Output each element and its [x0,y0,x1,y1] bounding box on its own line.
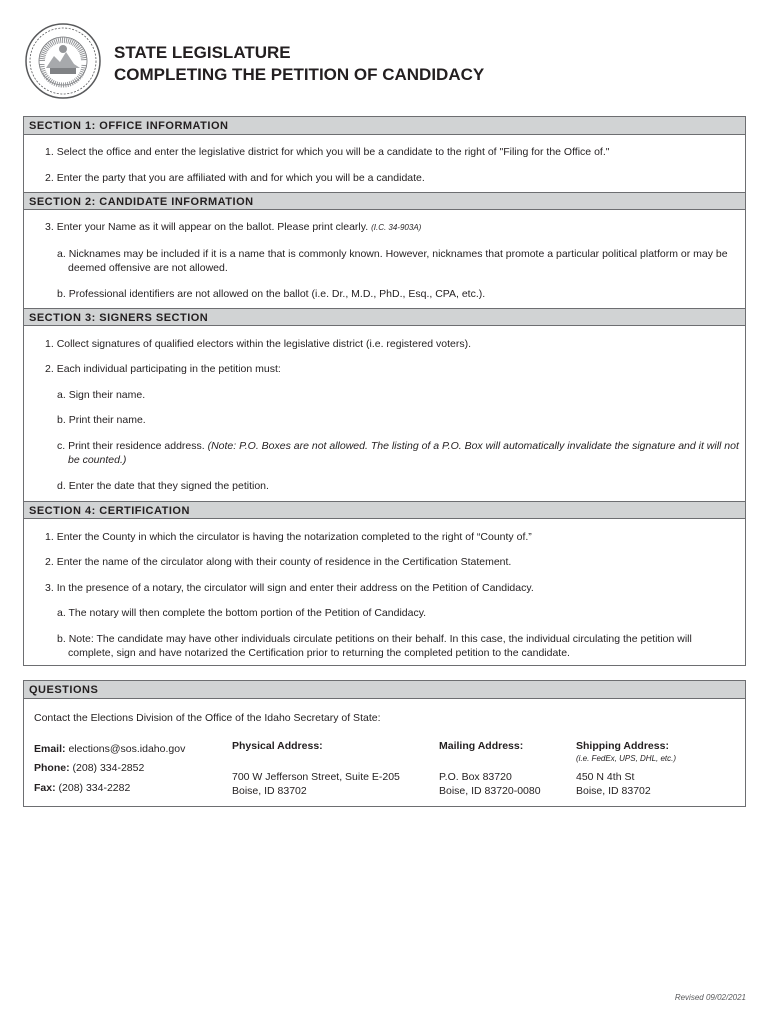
item-text: Professional identifiers are not allowed on the ballot (i.e. Dr., M.D., PhD., Esq., CPA, etc.). [68,288,486,300]
item-text: Print their residence address. [68,440,205,452]
item-text: Enter the name of the circulator along with their county of residence in the Certification Statement. [56,556,512,568]
section-2-item-3 [45,220,725,235]
section-1-header: SECTION 1: OFFICE INFORMATION [24,117,745,135]
revision-date: Revised 09/02/2021 [674,993,746,1002]
item-note: (Note: P.O. Boxes are not allowed. The listing of a P.O. Box will automatically invalidate the signature and it will not be counted.) [68,440,739,466]
phone-value: (208) 334-2852 [72,762,145,774]
item-text: Select the office and enter the legislative district for which you will be a candidate to the right of "Filing for the Office of." [56,146,610,158]
item-number: 2. [45,556,54,568]
item-number: d. [57,480,66,492]
item-text: Enter the date that they signed the petition. [68,480,269,492]
section-3-item-b [57,413,729,427]
fax-value: (208) 334-2282 [58,782,131,794]
item-number: 1. [45,338,54,350]
item-number: 1. [45,531,54,543]
item-text: Nicknames may be included if it is a name that is commonly known. However, nicknames that promote a particular political platform or may be deemed offensive are not allowed. [68,248,728,274]
shipping-address-line-1: 450 N 4th St [576,771,635,783]
physical-address-line-1: 700 W Jefferson Street, Suite E-205 [232,771,400,783]
section-4-item-2 [45,555,725,569]
fax-label: Fax: [34,782,56,794]
section-2-header: SECTION 2: CANDIDATE INFORMATION [24,192,745,210]
section-3-item-c [57,439,740,467]
questions-header: QUESTIONS [24,681,745,699]
section-2-item-b [57,287,729,301]
item-number: a. [57,607,66,619]
item-number: 2. [45,172,54,184]
item-number: b. [57,414,66,426]
item-number: 1. [45,146,54,158]
section-1-item-2 [45,171,725,185]
item-text: Enter your Name as it will appear on the ballot. Please print clearly. [56,221,369,233]
section-2-item-a [57,247,740,275]
phone-label: Phone: [34,762,70,774]
item-text: Enter the party that you are affiliated with and for which you will be a candidate. [56,172,425,184]
section-3-item-1 [45,337,725,351]
section-1-item-1 [45,145,725,159]
state-seal-icon [24,22,102,100]
questions-box [23,680,746,807]
section-3-item-a [57,388,729,402]
item-number: b. [57,633,66,645]
section-4-item-a [57,606,729,620]
item-text: Print their name. [68,414,146,426]
item-text: Sign their name. [68,389,146,401]
section-4-header: SECTION 4: CERTIFICATION [24,501,745,519]
section-4-item-b [57,632,740,660]
questions-intro: Contact the Elections Division of the Office of the Idaho Secretary of State: [34,712,381,724]
shipping-address-label: Shipping Address: [576,740,669,752]
phone-line [34,761,144,775]
title-line-1: STATE LEGISLATURE [114,43,291,62]
mailing-address-line-2: Boise, ID 83720-0080 [439,785,541,797]
email-link[interactable]: elections@sos.idaho.gov [68,743,186,755]
item-text: In the presence of a notary, the circulator will sign and enter their address on the Petition of Candidacy. [56,582,534,594]
mailing-address-line-1: P.O. Box 83720 [439,771,512,783]
item-number: a. [57,248,66,260]
section-4-item-3 [45,581,725,595]
citation: (I.C. 34-903A) [371,223,422,232]
item-text: Note: The candidate may have other individuals circulate petitions on their behalf. In this case, the individual circulating the petition will complete, sign and have notarized the Certification prior to returning the completed petition to the candidate. [68,633,692,659]
instructions-box [23,116,746,666]
email-label: Email: [34,743,66,755]
item-number: c. [57,440,66,452]
item-number: 3. [45,221,54,233]
page-title [114,42,484,86]
item-number: 3. [45,582,54,594]
section-3-header: SECTION 3: SIGNERS SECTION [24,308,745,326]
physical-address-label: Physical Address: [232,740,323,752]
item-text: Enter the County in which the circulator is having the notarization completed to the right of “County of.” [56,531,532,543]
fax-line [34,781,130,795]
item-number: a. [57,389,66,401]
shipping-address-line-2: Boise, ID 83702 [576,785,651,797]
section-3-item-2 [45,362,725,376]
item-text: The notary will then complete the bottom portion of the Petition of Candidacy. [68,607,427,619]
physical-address-line-2: Boise, ID 83702 [232,785,307,797]
section-3-item-d [57,479,729,493]
mailing-address-label: Mailing Address: [439,740,524,752]
item-number: b. [57,288,66,300]
email-line [34,742,185,756]
shipping-address-note: (i.e. FedEx, UPS, DHL, etc.) [576,754,677,763]
item-number: 2. [45,363,54,375]
item-text: Collect signatures of qualified electors within the legislative district (i.e. registered voters). [56,338,472,350]
item-text: Each individual participating in the petition must: [56,363,281,375]
title-line-2: COMPLETING THE PETITION OF CANDIDACY [114,65,485,84]
section-4-item-1 [45,530,725,544]
